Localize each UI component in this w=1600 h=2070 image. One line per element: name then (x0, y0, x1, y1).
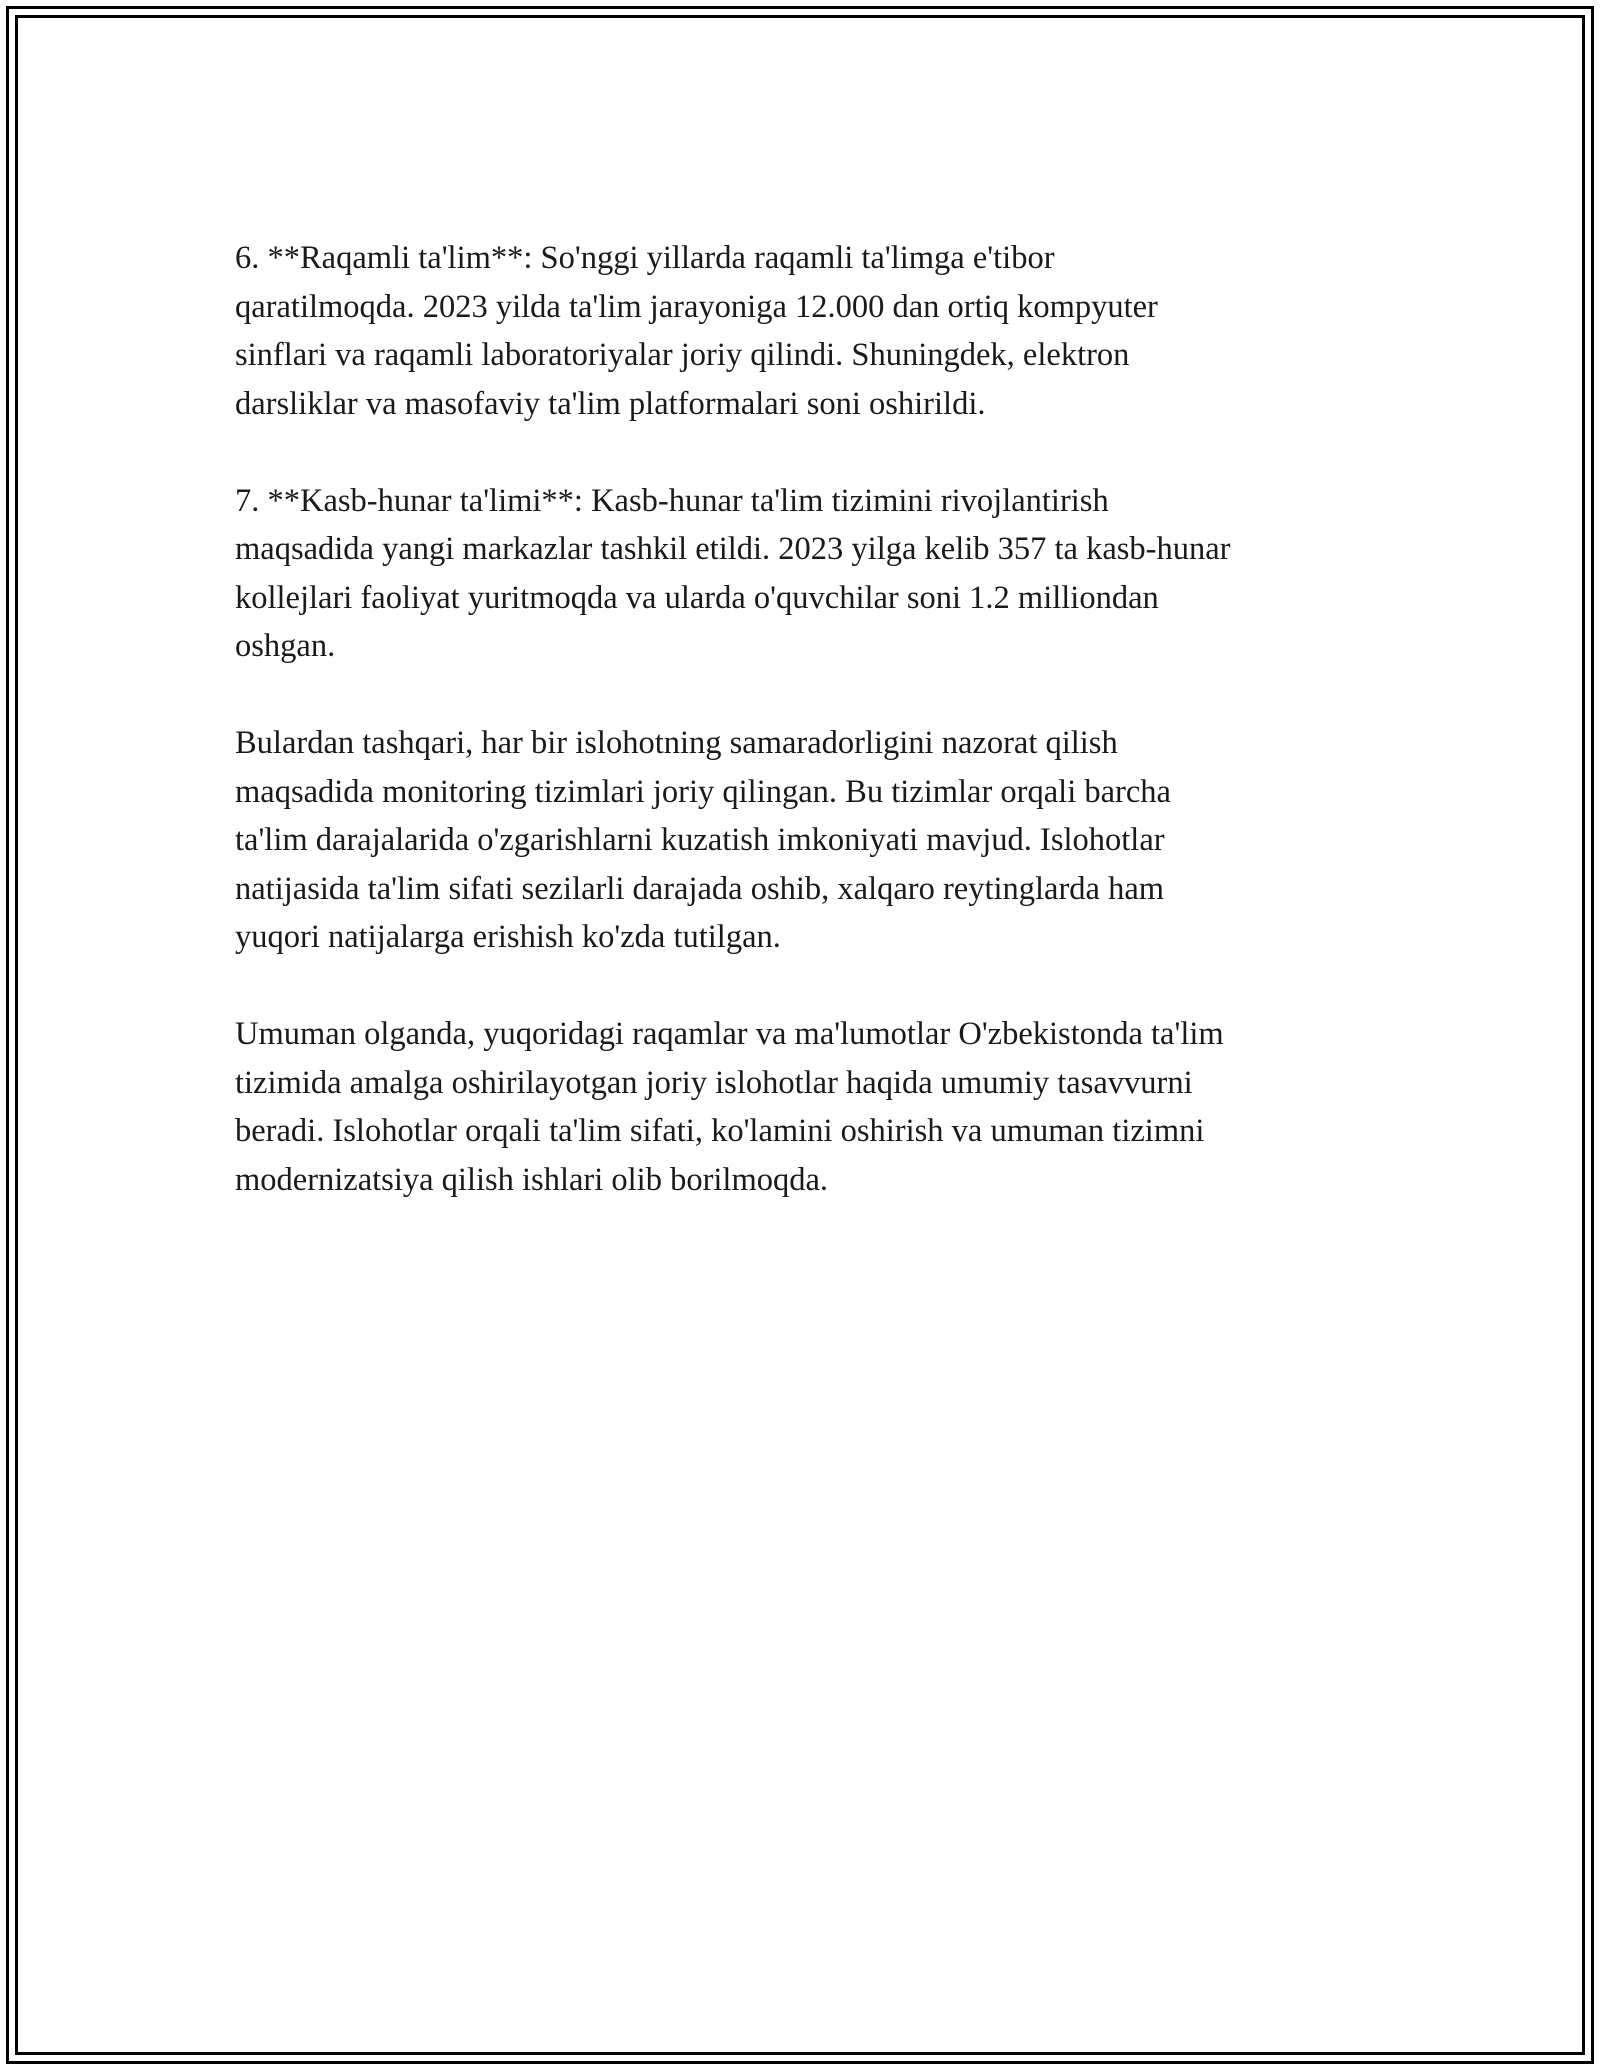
document-body (235, 234, 1370, 1253)
text-line: sinflari va raqamli laboratoriyalar joriy qilindi. Shuningdek, elektron (235, 337, 1130, 373)
text-line: 6. **Raqamli ta'lim**: So'nggi yillarda raqamli ta'limga e'tibor (235, 240, 1055, 276)
text-line: oshgan. (235, 628, 336, 664)
text-line: darsliklar va masofaviy ta'lim platformalari soni oshirildi. (235, 385, 986, 422)
text-line: qaratilmoqda. 2023 yilda ta'lim jarayoniga 12.000 dan ortiq kompyuter (235, 288, 1158, 325)
text-line: 7. **Kasb-hunar ta'limi**: Kasb-hunar ta'lim tizimini rivojlantirish (235, 482, 1109, 519)
text-line: tizimida amalga oshirilayotgan joriy islohotlar haqida umumiy tasavvurni (235, 1064, 1193, 1101)
paragraph-conclusion (235, 1010, 1370, 1204)
text-line: kollejlari faoliyat yuritmoqda va ularda o'quvchilar soni 1.2 milliondan (235, 579, 1159, 616)
text-line: ta'lim darajalarida o'zgarishlarni kuzatish imkoniyati mavjud. Islohotlar (235, 822, 1165, 858)
text-line: maqsadida yangi markazlar tashkil etildi. 2023 yilga kelib 357 ta kasb-hunar (235, 531, 1231, 567)
text-line: modernizatsiya qilish ishlari olib borilmoqda. (235, 1161, 829, 1198)
text-line: natijasida ta'lim sifati sezilarli darajada oshib, xalqaro reytinglarda ham (235, 870, 1165, 907)
paragraph-monitoring (235, 719, 1370, 962)
text-line: beradi. Islohotlar orqali ta'lim sifati, ko'lamini oshirish va umuman tizimni (235, 1113, 1205, 1149)
paragraph-raqamli-talim (235, 234, 1370, 428)
text-line: Bulardan tashqari, har bir islohotning samaradorligini nazorat qilish (235, 725, 1118, 761)
paragraph-kasb-hunar-talimi (235, 477, 1370, 671)
text-line: yuqori natijalarga erishish ko'zda tutilgan. (235, 919, 781, 955)
text-line: maqsadida monitoring tizimlari joriy qilingan. Bu tizimlar orqali barcha (235, 773, 1171, 810)
text-line: Umuman olganda, yuqoridagi raqamlar va ma'lumotlar O'zbekistonda ta'lim (235, 1016, 1224, 1052)
